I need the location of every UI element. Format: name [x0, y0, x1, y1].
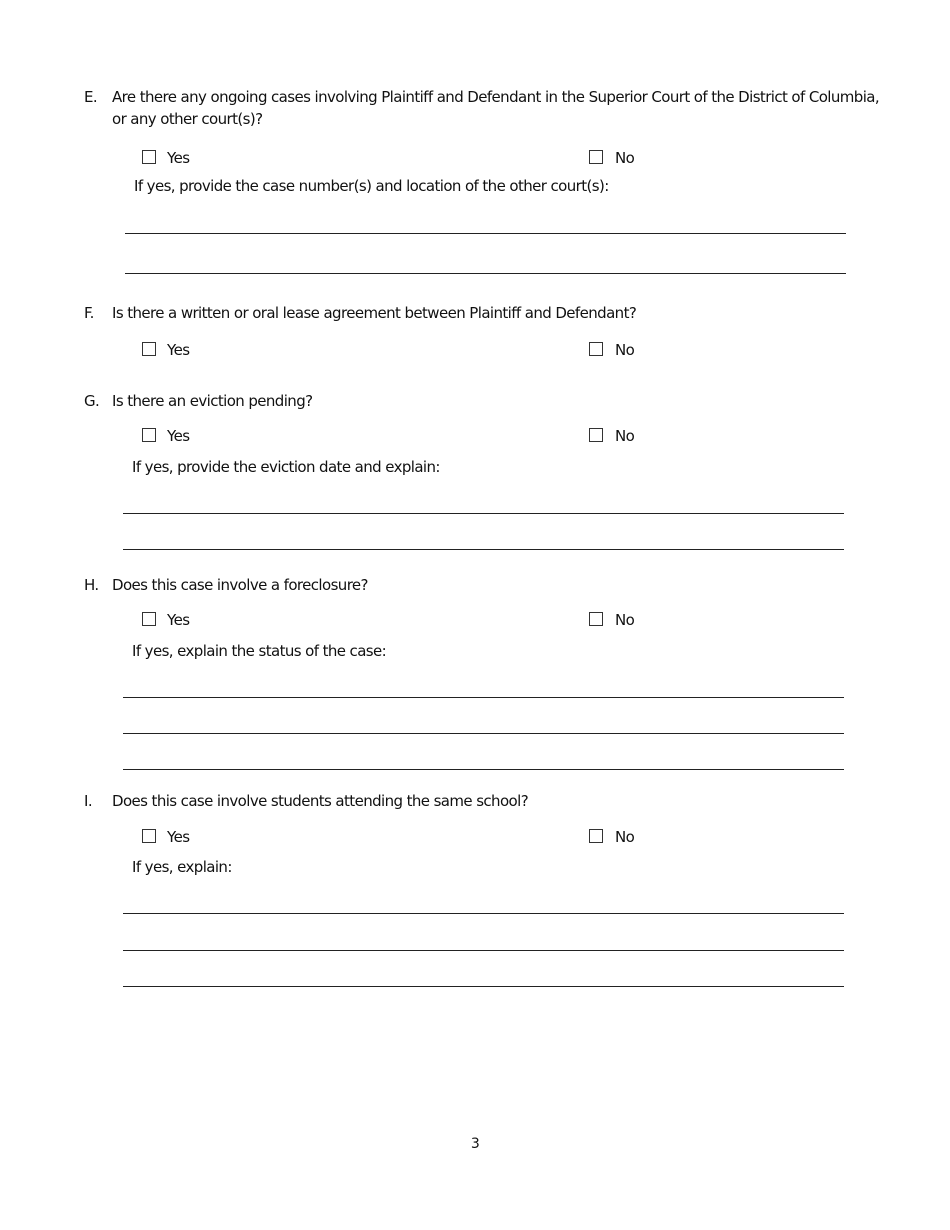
question-e-text: Are there any ongoing cases involving Plaintiff and Defendant in the Superior Court of the District of Columbia, — [112, 88, 880, 106]
question-e-answer-line-2[interactable] — [125, 273, 846, 274]
question-e-followup: If yes, provide the case number(s) and location of the other court(s): — [134, 177, 609, 195]
page-number: 3 — [470, 1136, 480, 1152]
question-e-no-label: No — [615, 149, 635, 167]
question-e-answer-line-1[interactable] — [125, 233, 846, 234]
question-f-letter: F. — [84, 304, 94, 322]
question-g-answer-line-1[interactable] — [123, 513, 844, 514]
question-h-letter: H. — [84, 576, 99, 594]
question-i-text: Does this case involve students attending the same school? — [112, 792, 529, 810]
question-f-no-checkbox[interactable] — [589, 342, 603, 356]
question-h-answer-line-1[interactable] — [123, 697, 844, 698]
question-i-answer-line-1[interactable] — [123, 913, 844, 914]
question-f-no-label: No — [615, 341, 635, 359]
question-e-no-checkbox[interactable] — [589, 150, 603, 164]
question-h-yes-label: Yes — [167, 611, 190, 629]
question-i-followup: If yes, explain: — [132, 858, 232, 876]
question-h-followup: If yes, explain the status of the case: — [132, 642, 387, 660]
question-e-text-cont: or any other court(s)? — [112, 110, 263, 128]
question-e-yes-label: Yes — [167, 149, 190, 167]
question-i-letter: I. — [84, 792, 92, 810]
question-h-answer-line-2[interactable] — [123, 733, 844, 734]
question-h-answer-line-3[interactable] — [123, 769, 844, 770]
question-i-yes-checkbox[interactable] — [142, 829, 156, 843]
question-i-answer-line-2[interactable] — [123, 950, 844, 951]
question-g-yes-label: Yes — [167, 427, 190, 445]
question-i-no-checkbox[interactable] — [589, 829, 603, 843]
question-f-yes-checkbox[interactable] — [142, 342, 156, 356]
question-h-text: Does this case involve a foreclosure? — [112, 576, 368, 594]
question-h-no-checkbox[interactable] — [589, 612, 603, 626]
question-g-yes-checkbox[interactable] — [142, 428, 156, 442]
question-h-yes-checkbox[interactable] — [142, 612, 156, 626]
question-e-letter: E. — [84, 88, 98, 106]
question-g-letter: G. — [84, 392, 100, 410]
question-g-followup: If yes, provide the eviction date and explain: — [132, 458, 440, 476]
question-i-answer-line-3[interactable] — [123, 986, 844, 987]
question-i-no-label: No — [615, 828, 635, 846]
question-f-text: Is there a written or oral lease agreement between Plaintiff and Defendant? — [112, 304, 637, 322]
question-f-yes-label: Yes — [167, 341, 190, 359]
question-g-no-label: No — [615, 427, 635, 445]
question-g-answer-line-2[interactable] — [123, 549, 844, 550]
question-i-yes-label: Yes — [167, 828, 190, 846]
question-g-no-checkbox[interactable] — [589, 428, 603, 442]
question-e-yes-checkbox[interactable] — [142, 150, 156, 164]
question-h-no-label: No — [615, 611, 635, 629]
question-g-text: Is there an eviction pending? — [112, 392, 313, 410]
